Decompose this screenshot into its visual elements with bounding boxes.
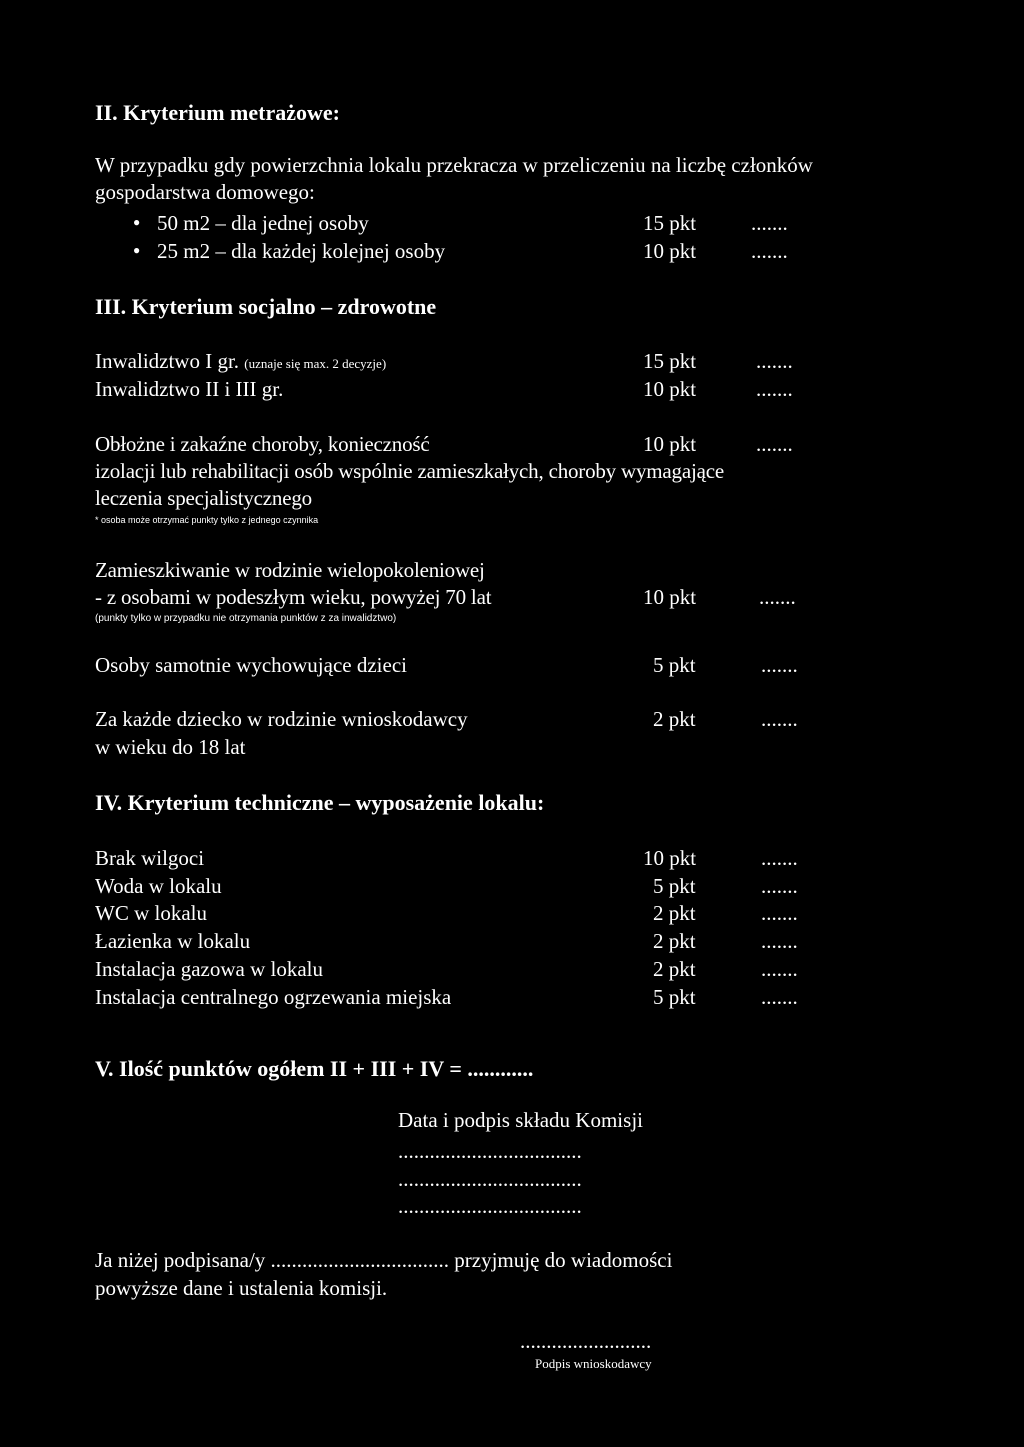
- equipment-label: Brak wilgoci: [95, 846, 205, 870]
- points-blank: .......: [761, 874, 798, 898]
- section-2-title: II. Kryterium metrażowe:: [95, 100, 340, 125]
- points-value: 2 pkt: [653, 901, 696, 925]
- equipment-label: Woda w lokalu: [95, 874, 222, 898]
- acknowledgement-line1: Ja niżej podpisana/y .................................. przyjmuję do wiadomości: [95, 1248, 673, 1272]
- equipment-label: Instalacja centralnego ogrzewania miejska: [95, 985, 452, 1009]
- points-value: 5 pkt: [653, 874, 696, 898]
- points-blank: .......: [751, 211, 788, 235]
- points-blank: .......: [759, 585, 796, 609]
- applicant-signature-line: .........................: [520, 1329, 652, 1353]
- disability-1-text: Inwalidztwo I gr.: [95, 349, 240, 373]
- multigen-line1: Zamieszkiwanie w rodzinie wielopokoleniowej: [95, 558, 485, 582]
- points-value: 5 pkt: [653, 653, 696, 677]
- list-item: ● 25 m2 – dla każdej kolejnej osoby: [157, 239, 445, 264]
- equipment-label: WC w lokalu: [95, 901, 207, 925]
- applicant-signature-label: Podpis wnioskodawcy: [535, 1356, 652, 1371]
- list-item: ● 50 m2 – dla jednej osoby: [157, 211, 369, 236]
- points-blank: .......: [756, 377, 793, 401]
- points-value: 2 pkt: [653, 929, 696, 953]
- commission-signature-line: ...................................: [398, 1167, 582, 1191]
- section-2-intro-line1: W przypadku gdy powierzchnia lokalu przekracza w przeliczeniu na liczbę członków: [95, 153, 813, 177]
- points-blank: .......: [756, 349, 793, 373]
- section-2-intro-line2: gospodarstwa domowego:: [95, 180, 315, 204]
- section-4-title: IV. Kryterium techniczne – wyposażenie lokalu:: [95, 790, 545, 815]
- multigen-note: (punkty tylko w przypadku nie otrzymania punktów z za inwalidztwo): [95, 613, 397, 624]
- disability-1-label: [95, 349, 386, 374]
- points-blank: .......: [761, 929, 798, 953]
- points-blank: .......: [761, 846, 798, 870]
- points-value: 10 pkt: [643, 377, 697, 401]
- points-blank: .......: [761, 707, 798, 731]
- points-blank: .......: [761, 985, 798, 1009]
- points-blank: .......: [761, 653, 798, 677]
- points-value: 15 pkt: [643, 211, 697, 235]
- equipment-label: Instalacja gazowa w lokalu: [95, 957, 323, 981]
- points-value: 5 pkt: [653, 985, 696, 1009]
- points-value: 10 pkt: [643, 432, 697, 456]
- equipment-label: Łazienka w lokalu: [95, 929, 251, 953]
- child-line2: w wieku do 18 lat: [95, 735, 246, 759]
- section-3-title: III. Kryterium socjalno – zdrowotne: [95, 294, 437, 319]
- points-blank: .......: [761, 957, 798, 981]
- illness-note: * osoba może otrzymać punkty tylko z jednego czynnika: [95, 515, 319, 525]
- points-value: 2 pkt: [653, 707, 696, 731]
- commission-label: Data i podpis składu Komisji: [398, 1108, 643, 1132]
- points-value: 10 pkt: [643, 585, 697, 609]
- points-value: 10 pkt: [643, 239, 697, 263]
- illness-line1: Obłożne i zakaźne choroby, konieczność: [95, 432, 430, 456]
- points-blank: .......: [761, 901, 798, 925]
- illness-line2: izolacji lub rehabilitacji osób wspólnie zamieszkałych, choroby wymagające: [95, 459, 724, 483]
- multigen-line2: - z osobami w podeszłym wieku, powyżej 70 lat: [95, 585, 492, 609]
- illness-line3: leczenia specjalistycznego: [95, 486, 312, 510]
- points-value: 2 pkt: [653, 957, 696, 981]
- section-5-total: V. Ilość punktów ogółem II + III + IV = ............: [95, 1056, 534, 1081]
- commission-signature-line: ...................................: [398, 1139, 582, 1163]
- points-blank: .......: [751, 239, 788, 263]
- disability-1-note: (uznaje się max. 2 decyzje): [244, 356, 387, 371]
- commission-signature-line: ...................................: [398, 1194, 582, 1218]
- acknowledgement-line2: powyższe dane i ustalenia komisji.: [95, 1276, 388, 1300]
- points-blank: .......: [756, 432, 793, 456]
- points-value: 15 pkt: [643, 349, 697, 373]
- points-value: 10 pkt: [643, 846, 697, 870]
- child-line1: Za każde dziecko w rodzinie wnioskodawcy: [95, 707, 468, 731]
- single-parent-label: Osoby samotnie wychowujące dzieci: [95, 653, 407, 677]
- disability-2-label: Inwalidztwo II i III gr.: [95, 377, 284, 401]
